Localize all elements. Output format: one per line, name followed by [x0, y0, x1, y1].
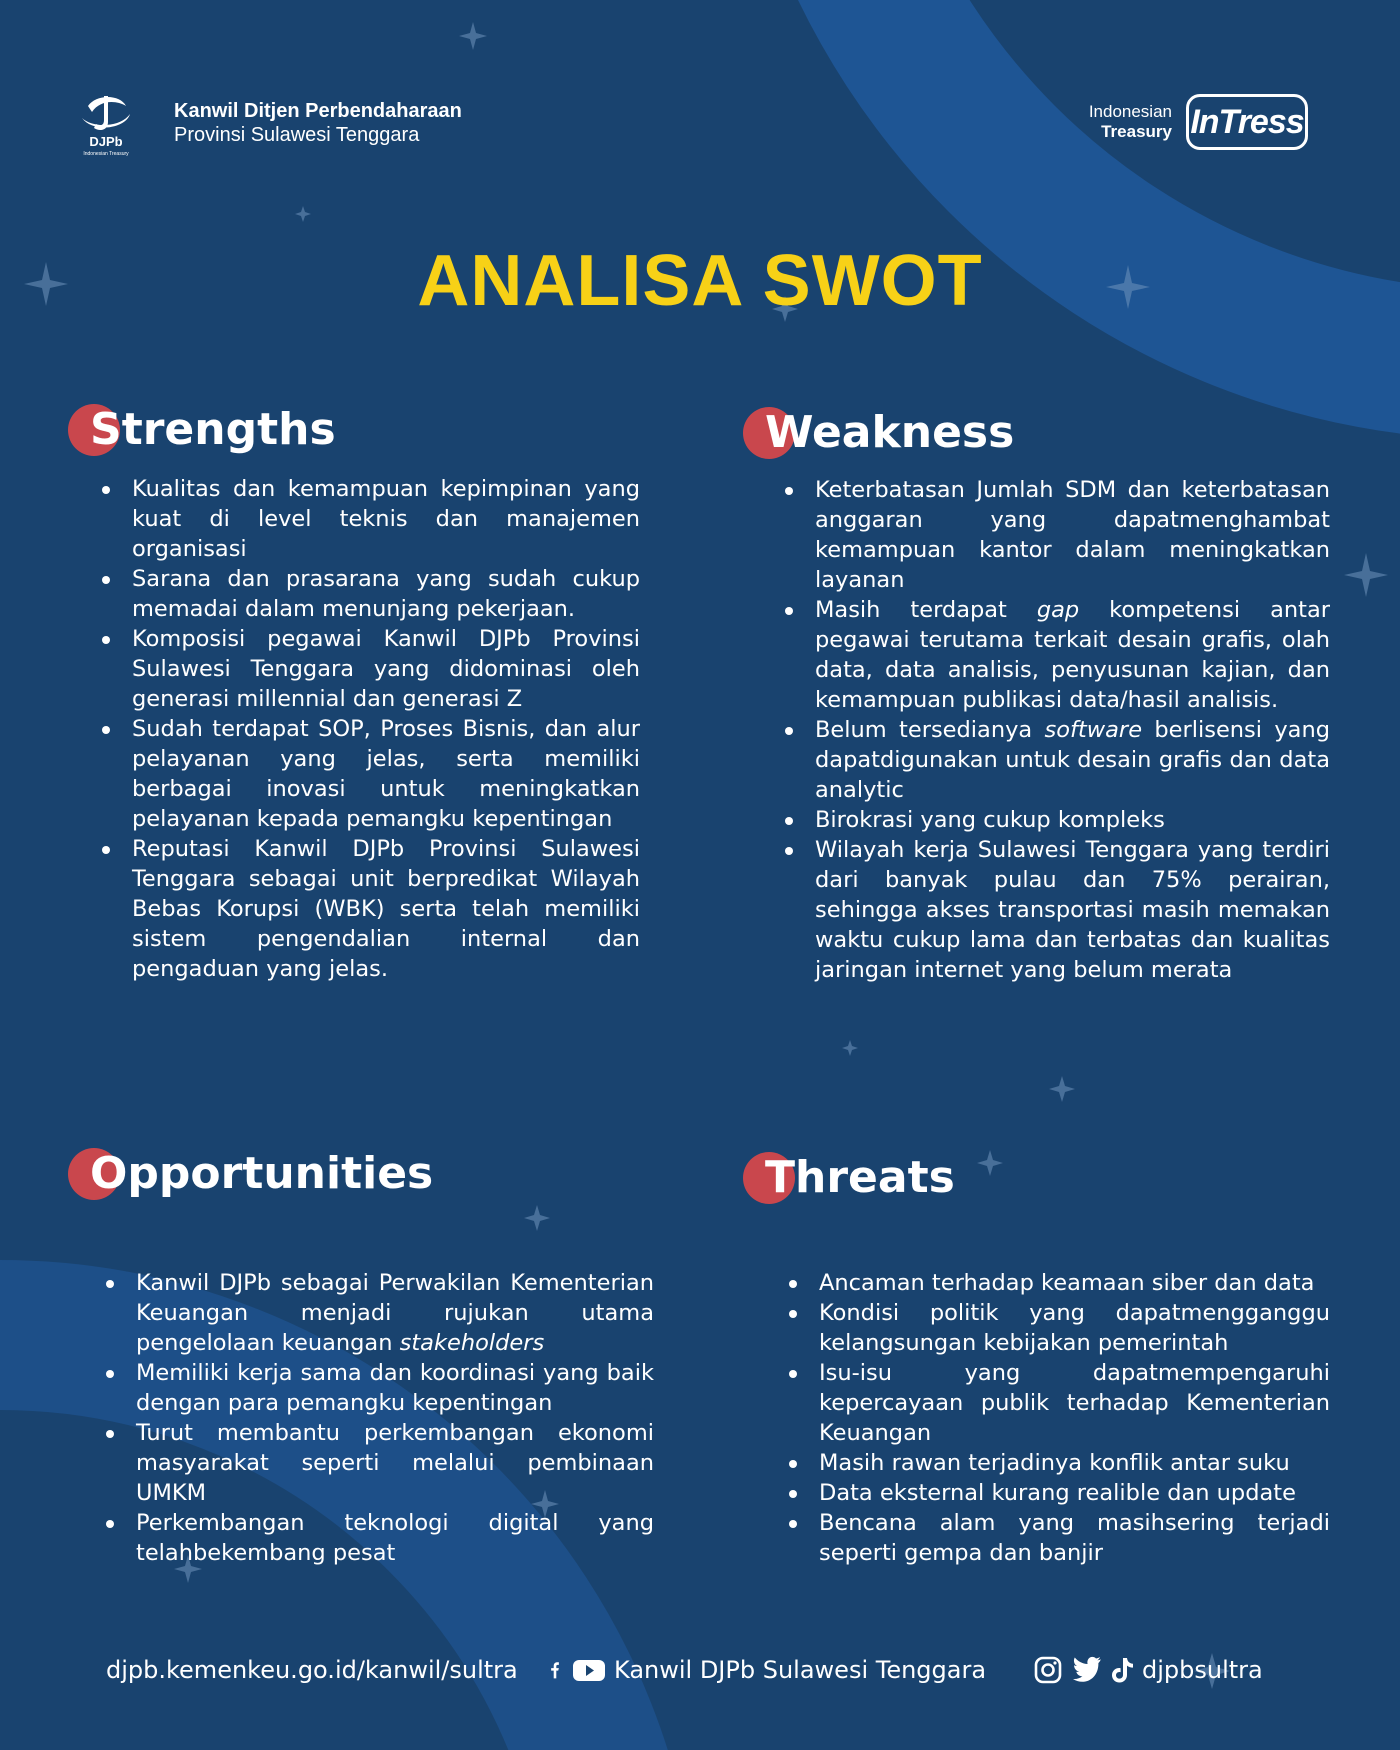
list-item: Perkembangan teknologi digital yang telahbekembang pesat [102, 1508, 654, 1568]
threats-list [785, 1268, 1330, 1568]
list-item: Sarana dan prasarana yang sudah cukup memadai dalam menunjang pekerjaan. [98, 564, 640, 624]
tiktok-icon[interactable] [1110, 1656, 1134, 1684]
handle-name: djpbsultra [1142, 1656, 1263, 1684]
intress-logo: InTress [1186, 94, 1308, 150]
intress-branding [1089, 94, 1308, 150]
opportunities-list [102, 1268, 654, 1568]
social-channel[interactable] [546, 1650, 986, 1690]
threats-title: Threats [765, 1152, 955, 1203]
list-item: Masih rawan terjadinya konflik antar suku [785, 1448, 1330, 1478]
list-item: Birokrasi yang cukup kompleks [781, 805, 1330, 835]
list-item: Ancaman terhadap keamaan siber dan data [785, 1268, 1330, 1298]
weakness-title: Weakness [765, 407, 1015, 458]
list-item: Kondisi politik yang dapatmengganggu kelangsungan kebijakan pemerintah [785, 1298, 1330, 1358]
youtube-icon[interactable] [572, 1656, 606, 1684]
list-item: Reputasi Kanwil DJPb Provinsi Sulawesi Tenggara sebagai unit berpredikat Wilayah Bebas Korupsi (WBK) serta telah memiliki sistem pengendalian internal dan pengaduan yang jelas. [98, 834, 640, 984]
list-item: Sudah terdapat SOP, Proses Bisnis, dan alur pelayanan yang jelas, serta memiliki berbagai inovasi untuk meningkatkan pelayanan kepada pemangku kepentingan [98, 714, 640, 834]
instagram-icon[interactable] [1034, 1656, 1062, 1684]
org-name-line1: Kanwil Ditjen Perbendaharaan [174, 100, 462, 122]
list-item: Memiliki kerja sama dan koordinasi yang baik dengan para pemangku kepentingan [102, 1358, 654, 1418]
strengths-section [68, 402, 640, 984]
list-item: Masih terdapat gap kompetensi antar pegawai terutama terkait desain grafis, olah data, data analisis, penyusunan kajian, dan kemampuan publikasi data/hasil analisis. [781, 595, 1330, 715]
list-item: Isu-isu yang dapatmempengaruhi kepercayaan publik terhadap Kementerian Keuangan [785, 1358, 1330, 1448]
djpb-logo-subtext: Indonesian Treasury [83, 151, 129, 157]
social-handle[interactable] [1034, 1650, 1263, 1690]
footer [0, 1650, 1400, 1690]
list-item: Kualitas dan kemampuan kepimpinan yang kuat di level teknis dan manajemen organisasi [98, 474, 640, 564]
djpb-logo-text: DJPb [89, 134, 123, 149]
treasury-label-line1: Indonesian [1088, 102, 1172, 121]
weakness-section [743, 405, 1330, 985]
org-name-line2: Provinsi Sulawesi Tenggara [174, 124, 420, 146]
djpb-logo-icon [68, 88, 144, 158]
list-item: Turut membantu perkembangan ekonomi masyarakat seperti melalui pembinaan UMKM [102, 1418, 654, 1508]
djpb-branding [68, 88, 462, 158]
strengths-title: Strengths [90, 404, 336, 455]
list-item: Wilayah kerja Sulawesi Tenggara yang terdiri dari banyak pulau dan 75% perairan, sehingga akses transportasi masih memakan waktu cukup lama dan terbatas dan kualitas jaringan internet yang belum merata [781, 835, 1330, 985]
opportunities-title: Opportunities [90, 1148, 434, 1199]
facebook-icon[interactable] [546, 1656, 564, 1684]
list-item: Belum tersedianya software berlisensi yang dapatdigunakan untuk desain grafis dan data analytic [781, 715, 1330, 805]
page-title: ANALISA SWOT [417, 241, 983, 321]
opportunities-section [68, 1146, 654, 1568]
treasury-label-line2: Treasury [1101, 122, 1172, 141]
strengths-list [98, 474, 640, 984]
list-item: Data eksternal kurang realible dan update [785, 1478, 1330, 1508]
list-item: Komposisi pegawai Kanwil DJPb Provinsi Sulawesi Tenggara yang didominasi oleh generasi millennial dan generasi Z [98, 624, 640, 714]
weakness-list [781, 475, 1330, 985]
channel-name: Kanwil DJPb Sulawesi Tenggara [614, 1656, 987, 1684]
website-link[interactable]: djpb.kemenkeu.go.id/kanwil/sultra [106, 1656, 518, 1684]
list-item: Bencana alam yang masihsering terjadi seperti gempa dan banjir [785, 1508, 1330, 1568]
threats-section [743, 1150, 1330, 1568]
list-item: Keterbatasan Jumlah SDM dan keterbatasan anggaran yang dapatmenghambat kemampuan kantor dalam meningkatkan layanan [781, 475, 1330, 595]
twitter-icon[interactable] [1070, 1656, 1102, 1684]
list-item: Kanwil DJPb sebagai Perwakilan Kementerian Keuangan menjadi rujukan utama pengelolaan keuangan stakeholders [102, 1268, 654, 1358]
